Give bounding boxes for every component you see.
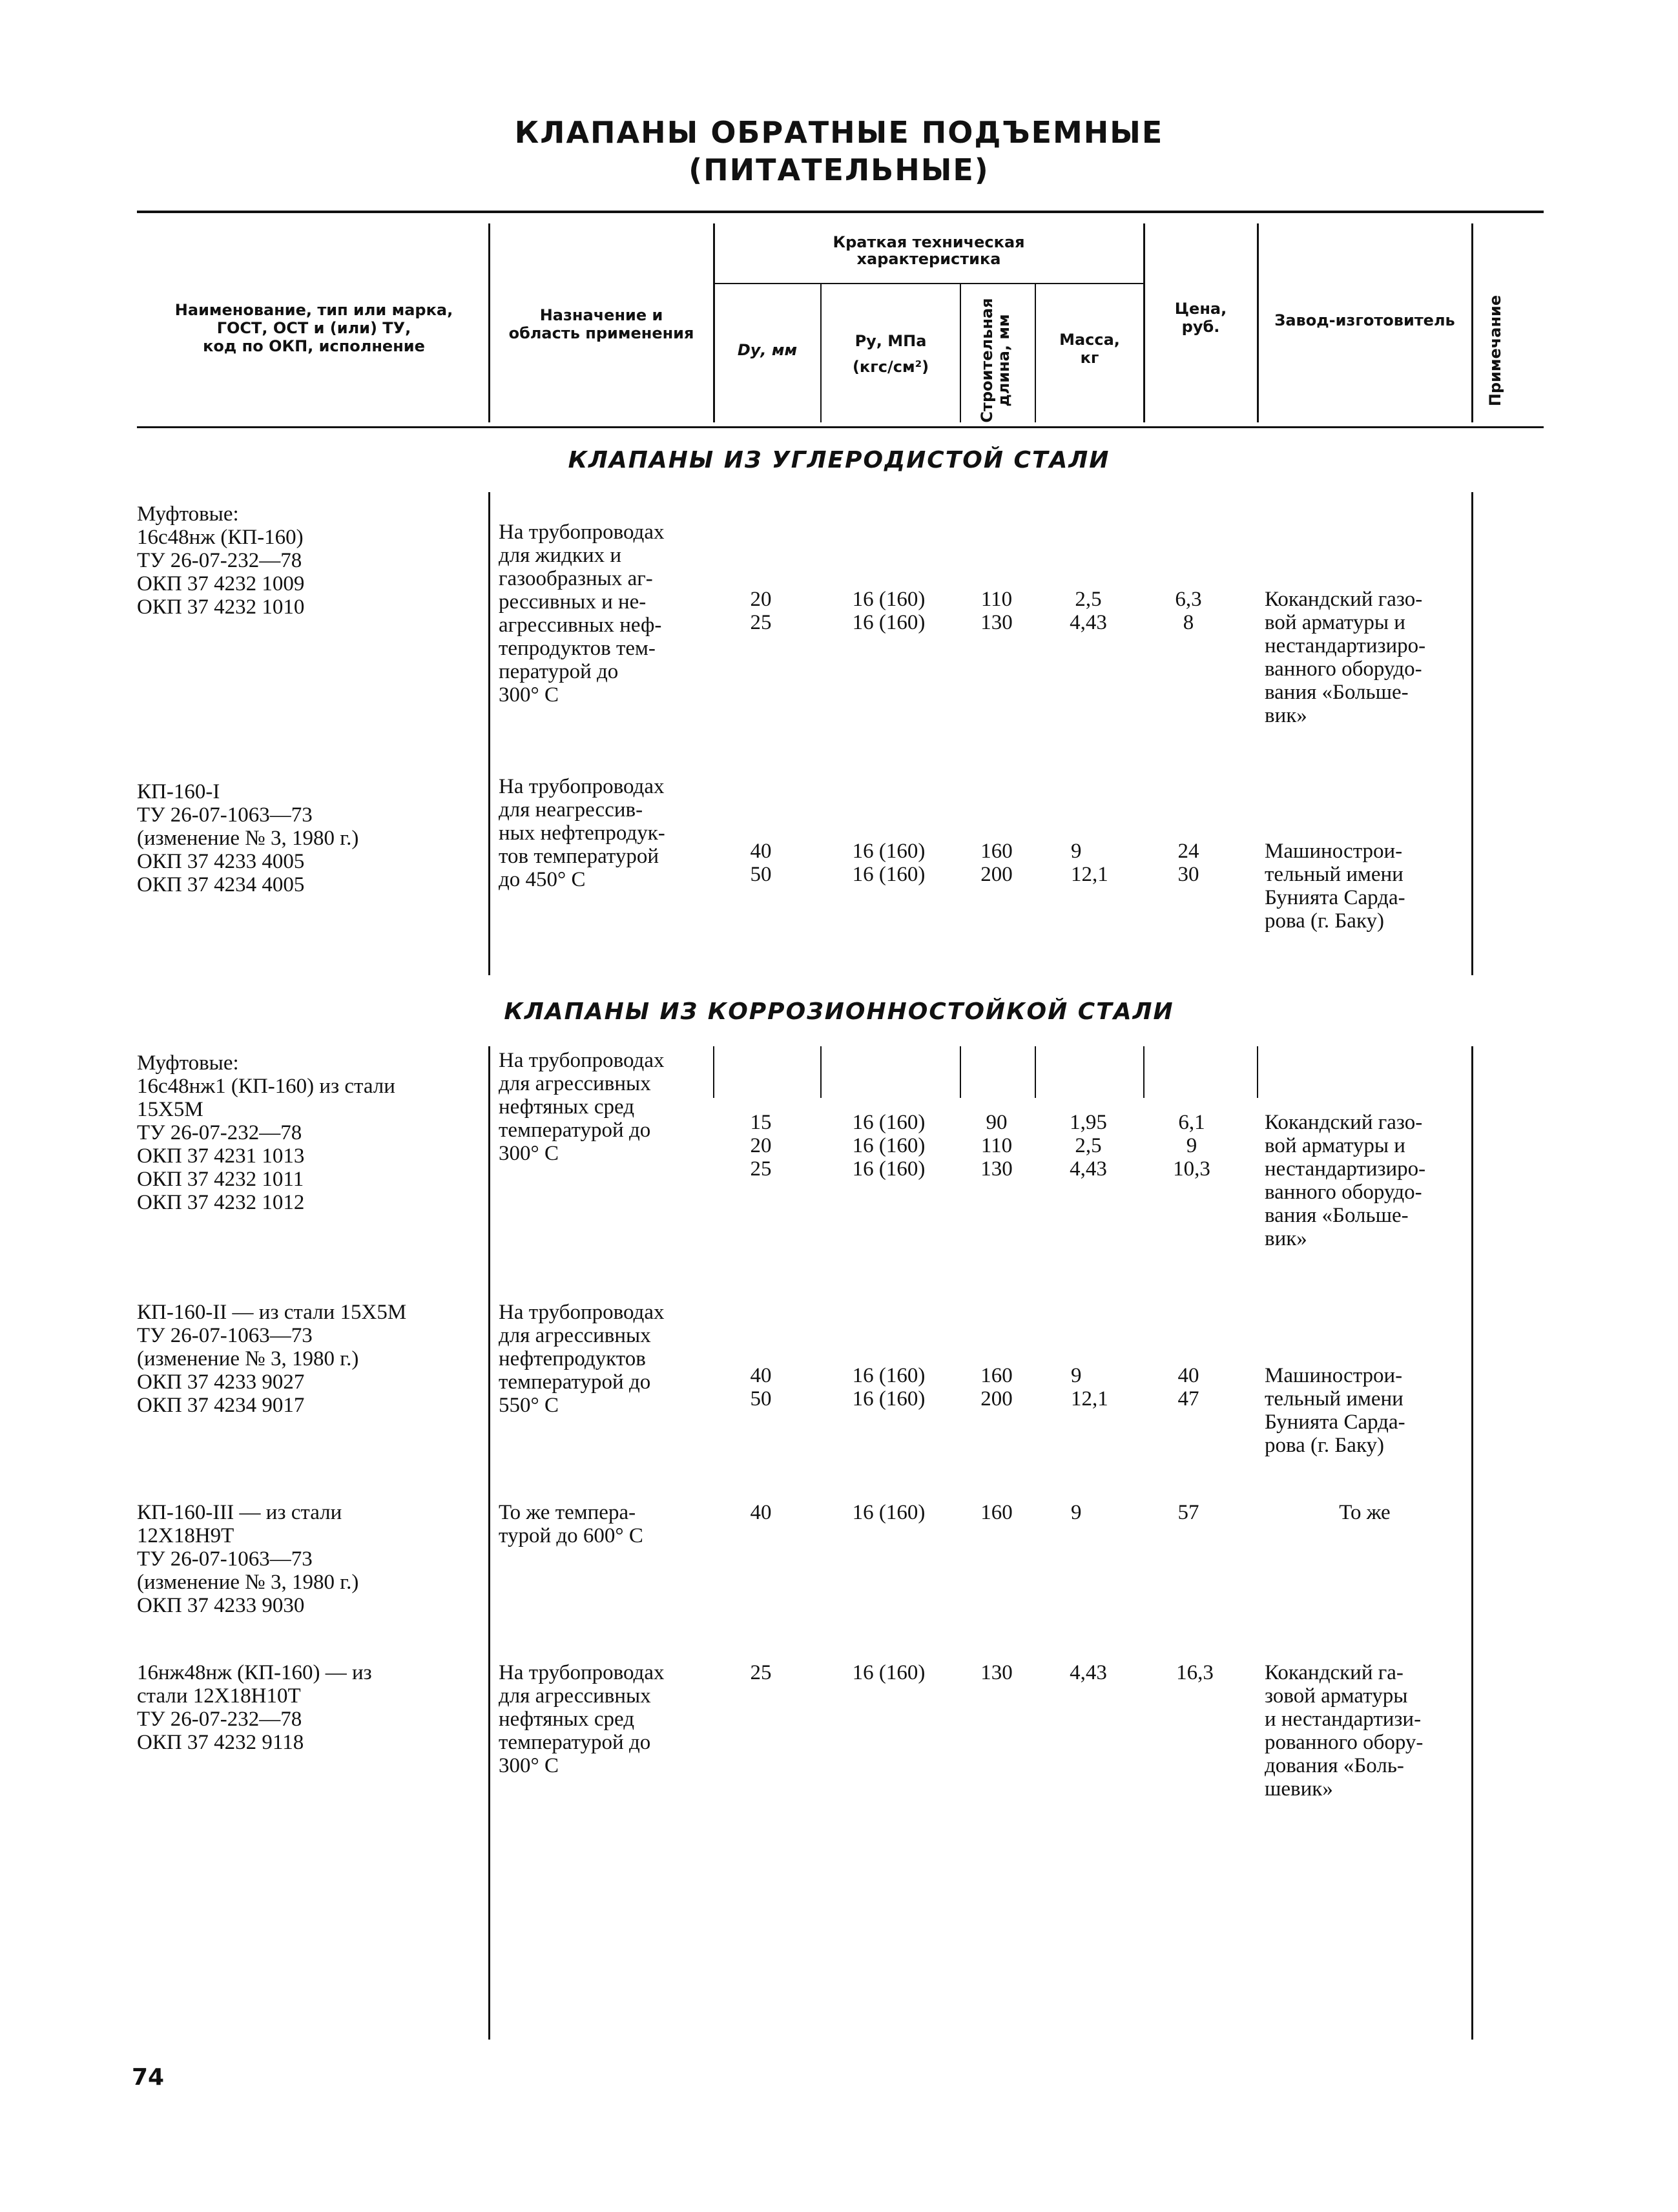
hdr-divider-3 [820, 284, 822, 422]
s1-row1-purpose: На трубопроводах для жидких и газообразных аг- рессивных и не- агрессивных неф- тепродуктов тем- пературой до 300° С [499, 521, 665, 707]
s2-row1-name: Муфтовые: 16с48нж1 (КП-160) из стали 15Х5М ТУ 26-07-232—78 ОКП 37 4231 1013 ОКП 37 4232 1011 ОКП 37 4232 1012 [137, 1051, 395, 1214]
s1-divider-2 [1471, 492, 1473, 975]
s2-row3-name: КП-160-III — из стали 12Х18Н9Т ТУ 26-07-1063—73 (изменение № 3, 1980 г.) ОКП 37 4233 9030 [137, 1501, 359, 1617]
s2-divider-7 [1257, 1046, 1258, 1098]
s2-divider-5 [1035, 1046, 1036, 1098]
section-title-stainless: КЛАПАНЫ ИЗ КОРРОЗИОННОСТОЙКОЙ СТАЛИ [504, 998, 1174, 1025]
s2-row4-length: 130 [980, 1661, 1013, 1684]
s2-row2-dy: 40 50 [750, 1364, 772, 1411]
header-maker: Завод-изготовитель [1274, 311, 1455, 329]
s1-row1-price: 6,3 8 [1175, 588, 1202, 634]
s1-row1-length: 110 130 [980, 588, 1013, 634]
page-number: 74 [132, 2064, 165, 2091]
s2-row3-maker: То же [1339, 1501, 1391, 1524]
s2-row4-dy: 25 [750, 1661, 772, 1684]
s2-row3-mass: 9 [1071, 1501, 1082, 1524]
s2-row4-purpose: На трубопроводах для агрессивных нефтяных сред температурой до 300° С [499, 1661, 665, 1777]
s2-row1-purpose: На трубопроводах для агрессивных нефтяных сред температурой до 300° С [499, 1049, 665, 1165]
s1-row1-mass: 2,5 4,43 [1070, 588, 1107, 634]
hdr-divider-4 [960, 284, 961, 422]
s1-row2-purpose: На трубопроводах для неагрессив- ных нефтепродук- тов температурой до 450° С [499, 775, 665, 891]
s2-divider-3 [820, 1046, 822, 1098]
s2-row2-length: 160 200 [980, 1364, 1013, 1411]
s1-row1-dy: 20 25 [750, 588, 772, 634]
s2-row4-mass: 4,43 [1070, 1661, 1107, 1684]
s1-row2-name: КП-160-I ТУ 26-07-1063—73 (изменение № 3, 1980 г.) ОКП 37 4233 4005 ОКП 37 4234 4005 [137, 780, 359, 896]
header-dy: Dу, мм [737, 341, 798, 359]
s2-row2-purpose: На трубопроводах для агрессивных нефтепродуктов температурой до 550° С [499, 1301, 665, 1417]
header-top-rule [137, 211, 1544, 213]
tech-sub-rule [713, 283, 1145, 284]
hdr-divider-2 [713, 223, 715, 422]
s1-row2-dy: 40 50 [750, 840, 772, 886]
s1-divider-1 [488, 492, 490, 975]
header-tech: Краткая техническая характеристика [833, 233, 1025, 268]
header-name: Наименование, тип или марка, ГОСТ, ОСТ и (или) ТУ, код по ОКП, исполнение [174, 301, 453, 355]
s1-row1-name: Муфтовые: 16с48нж (КП-160) ТУ 26-07-232—78 ОКП 37 4232 1009 ОКП 37 4232 1010 [137, 502, 305, 619]
page-title [0, 114, 1678, 189]
s1-row2-mass: 9 12,1 [1071, 840, 1108, 886]
header-price: Цена, руб. [1174, 300, 1227, 336]
s2-row4-price: 16,3 [1176, 1661, 1214, 1684]
header-note: Примечание [1486, 295, 1504, 407]
s1-row1-py: 16 (160) 16 (160) [852, 588, 926, 634]
s1-row2-price: 24 30 [1177, 840, 1199, 886]
s2-row1-maker: Кокандский газо- вой арматуры и нестандартизиро- ванного оборудо- вания «Большe- вик» [1265, 1111, 1426, 1250]
s2-row3-purpose: То же темпера- турой до 600° С [499, 1501, 643, 1547]
s2-row1-py: 16 (160) 16 (160) 16 (160) [852, 1111, 926, 1181]
header-py: Pу, МПа (кгс/см²) [852, 332, 929, 376]
s2-row4-py: 16 (160) [852, 1661, 926, 1684]
header-purpose: Назначение и область применения [508, 306, 694, 342]
page-title-line2: (ПИТАТЕЛЬНЫЕ) [689, 152, 989, 187]
s2-row1-length: 90 110 130 [980, 1111, 1013, 1181]
s2-row1-price: 6,1 9 10,3 [1173, 1111, 1210, 1181]
s1-row2-length: 160 200 [980, 840, 1013, 886]
s2-row2-price: 40 47 [1177, 1364, 1199, 1411]
s2-row1-dy: 15 20 25 [750, 1111, 772, 1181]
s1-row2-maker: Машинострои- тельный имени Буниятa Сарда- рова (г. Баку) [1265, 840, 1405, 933]
s1-row2-py: 16 (160) 16 (160) [852, 840, 926, 886]
s2-row3-dy: 40 [750, 1501, 772, 1524]
s2-divider-1 [488, 1046, 490, 2040]
section-title-carbon: КЛАПАНЫ ИЗ УГЛЕРОДИСТОЙ СТАЛИ [568, 447, 1110, 473]
s2-row1-mass: 1,95 2,5 4,43 [1070, 1111, 1107, 1181]
header-length: Строительная длина, мм [978, 298, 1013, 423]
s2-row4-name: 16нж48нж (КП-160) — из стали 12Х18Н10Т ТУ 26-07-232—78 ОКП 37 4232 9118 [137, 1661, 372, 1754]
s2-divider-6 [1143, 1046, 1145, 1098]
s2-row3-length: 160 [980, 1501, 1013, 1524]
s2-row4-maker: Кокандский га- зовой арматуры и нестандартизи- рованного обору- дования «Боль- шевик» [1265, 1661, 1424, 1801]
s2-divider-2 [713, 1046, 714, 1098]
hdr-divider-5 [1035, 284, 1036, 422]
hdr-divider-7 [1257, 223, 1259, 422]
page-title-line1: КЛАПАНЫ ОБРАТНЫЕ ПОДЪЕМНЫЕ [514, 115, 1164, 150]
header-bottom-rule [137, 426, 1544, 428]
hdr-divider-8 [1471, 223, 1473, 422]
hdr-divider-1 [488, 223, 490, 422]
s2-divider-8 [1471, 1046, 1473, 2040]
s2-divider-4 [960, 1046, 961, 1098]
s2-row2-mass: 9 12,1 [1071, 1364, 1108, 1411]
header-mass: Масса, кг [1059, 331, 1120, 367]
s2-row2-py: 16 (160) 16 (160) [852, 1364, 926, 1411]
s2-row3-price: 57 [1177, 1501, 1199, 1524]
s2-row3-py: 16 (160) [852, 1501, 926, 1524]
s1-row1-maker: Кокандский газо- вой арматуры и нестандартизиро- ванного оборудо- вания «Большe- вик» [1265, 588, 1426, 727]
hdr-divider-6 [1143, 223, 1145, 422]
s2-row2-maker: Машинострои- тельный имени Буниятa Сарда- рова (г. Баку) [1265, 1364, 1405, 1457]
s2-row2-name: КП-160-II — из стали 15Х5М ТУ 26-07-1063—73 (изменение № 3, 1980 г.) ОКП 37 4233 9027 ОКП 37 4234 9017 [137, 1301, 407, 1417]
